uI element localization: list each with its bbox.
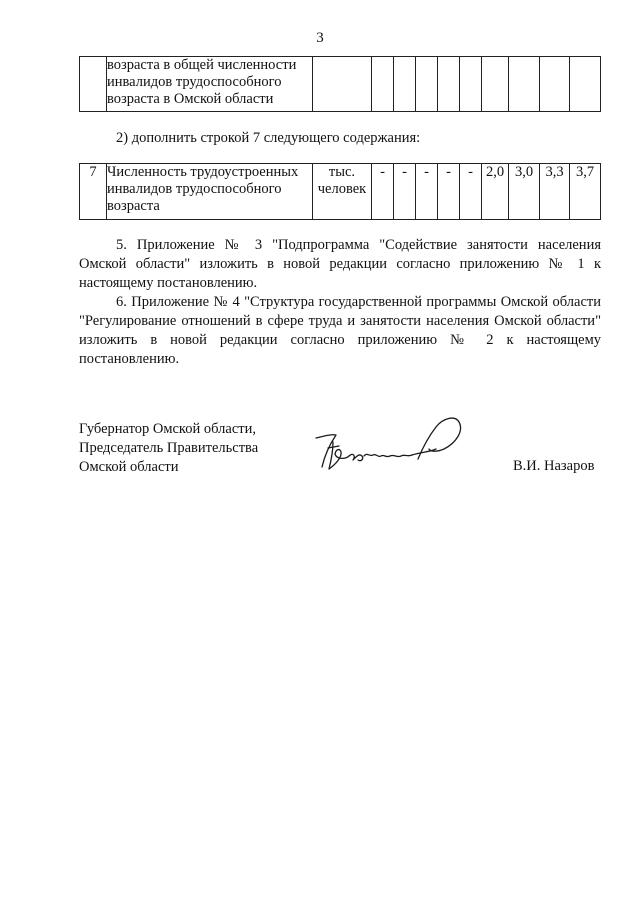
table-cell-indicator <box>107 57 313 112</box>
table-cell-value: - <box>438 164 460 220</box>
table-cell-value <box>570 57 601 112</box>
table-row <box>80 164 601 220</box>
indicator-line: Численность трудоустроенных <box>107 164 299 180</box>
table-cell-value: 3,7 <box>570 164 601 220</box>
unit-line: человек <box>317 181 367 197</box>
table-cell-value: - <box>372 164 394 220</box>
unit-line: тыс. <box>328 164 356 180</box>
indicator-line: возраста в общей численности <box>107 57 297 73</box>
table-cell-value: 3,3 <box>540 164 570 220</box>
table-cell-unit <box>313 164 372 220</box>
signatory-title-line: Омской области <box>79 459 179 475</box>
item-2-text: 2) дополнить строкой 7 следующего содержания: <box>116 130 421 146</box>
indicator-table-continuation <box>79 56 601 112</box>
table-cell-value: - <box>460 164 482 220</box>
signatory-title <box>79 420 258 477</box>
indicator-line: возраста <box>107 198 160 214</box>
item-6-text: 6. Приложение № 4 "Структура государственной программы Омской области "Регулирование отношений в сфере труда и занятости населения Омской области" изложить в новой редакции согласно приложению № 2 к настоящему постановлению. <box>79 294 601 367</box>
table-cell-indicator <box>107 164 313 220</box>
indicator-line: инвалидов трудоспособного <box>107 74 282 90</box>
indicator-table-new-row <box>79 163 601 220</box>
table-cell-value: - <box>416 164 438 220</box>
item-5-text: 5. Приложение № 3 "Подпрограмма "Содействие занятости населения Омской области" изложить в новой редакции согласно приложению № 1 к настоящему постановлению. <box>79 237 601 291</box>
table-cell-value: 3,0 <box>509 164 540 220</box>
table-cell-value: - <box>394 164 416 220</box>
table-cell-value <box>509 57 540 112</box>
table-cell-unit <box>313 57 372 112</box>
signatory-title-line: Председатель Правительства <box>79 440 259 456</box>
indicator-line: инвалидов трудоспособного <box>107 181 282 197</box>
signatory-name: В.И. Назаров <box>513 458 595 474</box>
signatory-title-line: Губернатор Омской области, <box>79 421 256 437</box>
table-cell-number <box>80 57 107 112</box>
page-number: 3 <box>316 30 324 46</box>
table-cell-value <box>372 57 394 112</box>
indicator-line: возраста в Омской области <box>107 91 274 107</box>
table-cell-value: 2,0 <box>482 164 509 220</box>
table-cell-number: 7 <box>80 164 107 220</box>
table-cell-value <box>540 57 570 112</box>
table-cell-value <box>394 57 416 112</box>
table-row <box>80 57 601 112</box>
table-cell-value <box>416 57 438 112</box>
table-cell-value <box>460 57 482 112</box>
table-cell-value <box>438 57 460 112</box>
table-cell-value <box>482 57 509 112</box>
handwritten-signature <box>312 412 474 482</box>
